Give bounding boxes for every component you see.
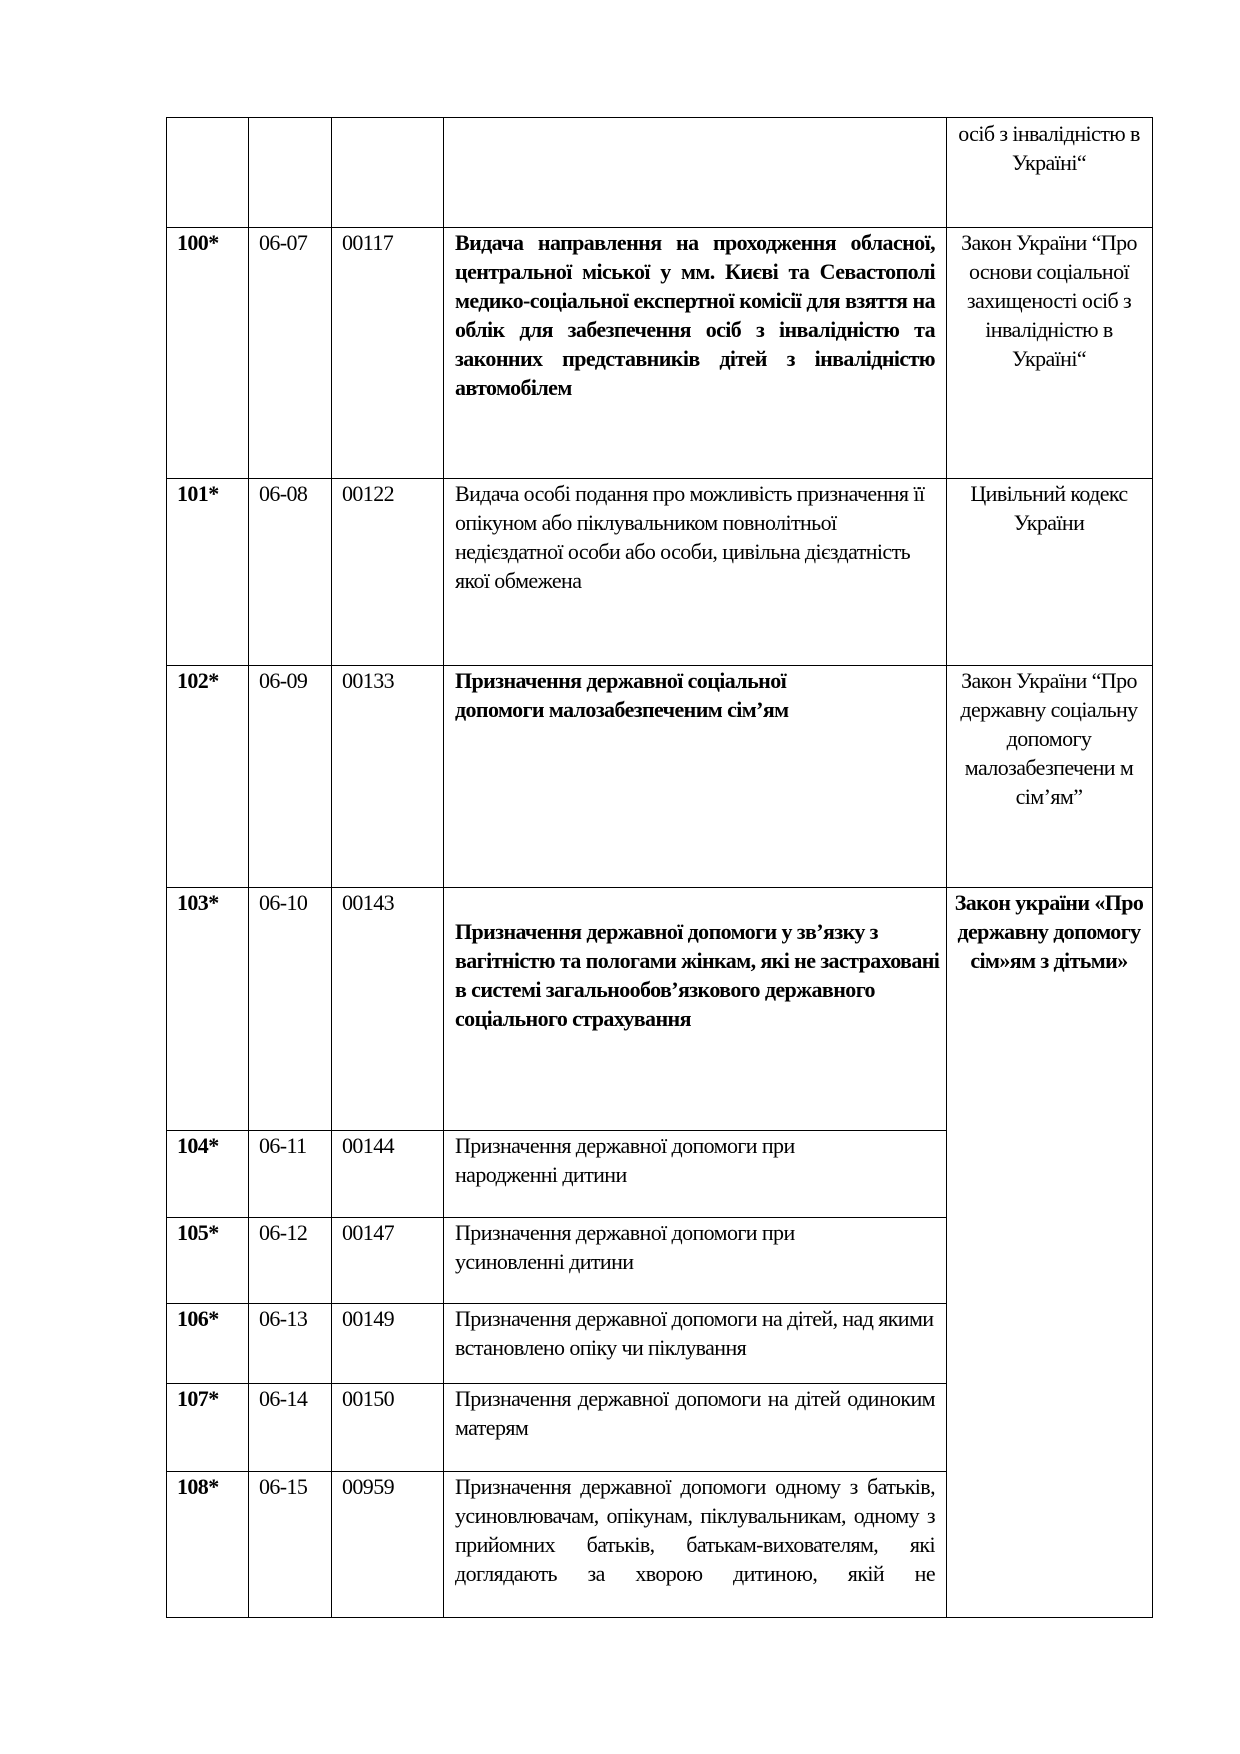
- row-code: 06-10: [259, 890, 308, 915]
- law-cell: Закон України “Про державну соціальну допомогу малозабезпечени м сім’ям”: [960, 668, 1138, 809]
- law-cell: Закон україни «Про державну допомогу сім»ям з дітьми»: [954, 890, 1144, 973]
- service-id: 00122: [342, 481, 395, 506]
- service-id: 00144: [342, 1133, 395, 1158]
- law-cell: Цивільний кодекс України: [970, 481, 1128, 535]
- service-title: Призначення державної допомоги при народженні дитини: [455, 1133, 795, 1187]
- service-title: Видача направлення на проходження обласної, центральної міської у мм. Києві та Севастополі медико-соціальної експертної комісії для взяття на облік для забезпечення осіб з інвалідністю та законних представників дітей з інвалідністю автомобілем: [455, 230, 935, 400]
- service-title: Призначення державної допомоги у зв’язку з вагітністю та пологами жінкам, які не застраховані в системі загальнообов’язкового державного соціального страхування: [455, 919, 940, 1031]
- service-title: Призначення державної допомоги на дітей одиноким матерям: [455, 1386, 935, 1440]
- service-title: Призначення державної допомоги одному з батьків, усиновлювачам, опікунам, піклувальникам, одному з прийомних батьків, батькам-вихователям, які доглядають за хворою дитиною, якій не: [455, 1474, 935, 1586]
- service-title: Призначення державної допомоги на дітей, над якими встановлено опіку чи піклування: [455, 1306, 934, 1360]
- column-divider: [248, 117, 249, 1618]
- row-number: 101*: [177, 481, 219, 506]
- service-id: 00150: [342, 1386, 395, 1411]
- row-code: 06-07: [259, 230, 308, 255]
- column-divider: [946, 117, 947, 1618]
- service-id: 00149: [342, 1306, 395, 1331]
- row-code: 06-12: [259, 1220, 308, 1245]
- column-divider: [443, 117, 444, 1618]
- service-id: 00133: [342, 668, 395, 693]
- service-id: 00959: [342, 1474, 395, 1499]
- row-number: 105*: [177, 1220, 219, 1245]
- table-border-right: [1152, 117, 1153, 1618]
- law-cell: осіб з інвалідністю в Україні“: [958, 121, 1140, 175]
- row-code: 06-14: [259, 1386, 308, 1411]
- row-number: 108*: [177, 1474, 219, 1499]
- row-code: 06-08: [259, 481, 308, 506]
- row-code: 06-15: [259, 1474, 308, 1499]
- row-number: 107*: [177, 1386, 219, 1411]
- row-number: 103*: [177, 890, 219, 915]
- service-id: 00143: [342, 890, 395, 915]
- table-border-bottom: [166, 1617, 1153, 1618]
- row-number: 104*: [177, 1133, 219, 1158]
- service-id: 00147: [342, 1220, 395, 1245]
- service-id: 00117: [342, 230, 394, 255]
- row-code: 06-09: [259, 668, 308, 693]
- service-title: Призначення державної допомоги при усиновленні дитини: [455, 1220, 795, 1274]
- column-divider: [331, 117, 332, 1618]
- row-number: 100*: [177, 230, 219, 255]
- table-border-left: [166, 117, 167, 1618]
- service-title: Призначення державної соціальної допомоги малозабезпеченим сім’ям: [455, 668, 789, 722]
- table-border-top: [166, 117, 1153, 118]
- row-number: 102*: [177, 668, 219, 693]
- row-number: 106*: [177, 1306, 219, 1331]
- row-code: 06-11: [259, 1133, 307, 1158]
- law-cell: Закон України “Про основи соціальної захищеності осіб з інвалідністю в Україні“: [961, 230, 1137, 371]
- service-title: Видача особі подання про можливість призначення її опікуном або піклувальником повнолітньої недієздатної особи або особи, цивільна дієздатність якої обмежена: [455, 481, 925, 593]
- row-code: 06-13: [259, 1306, 308, 1331]
